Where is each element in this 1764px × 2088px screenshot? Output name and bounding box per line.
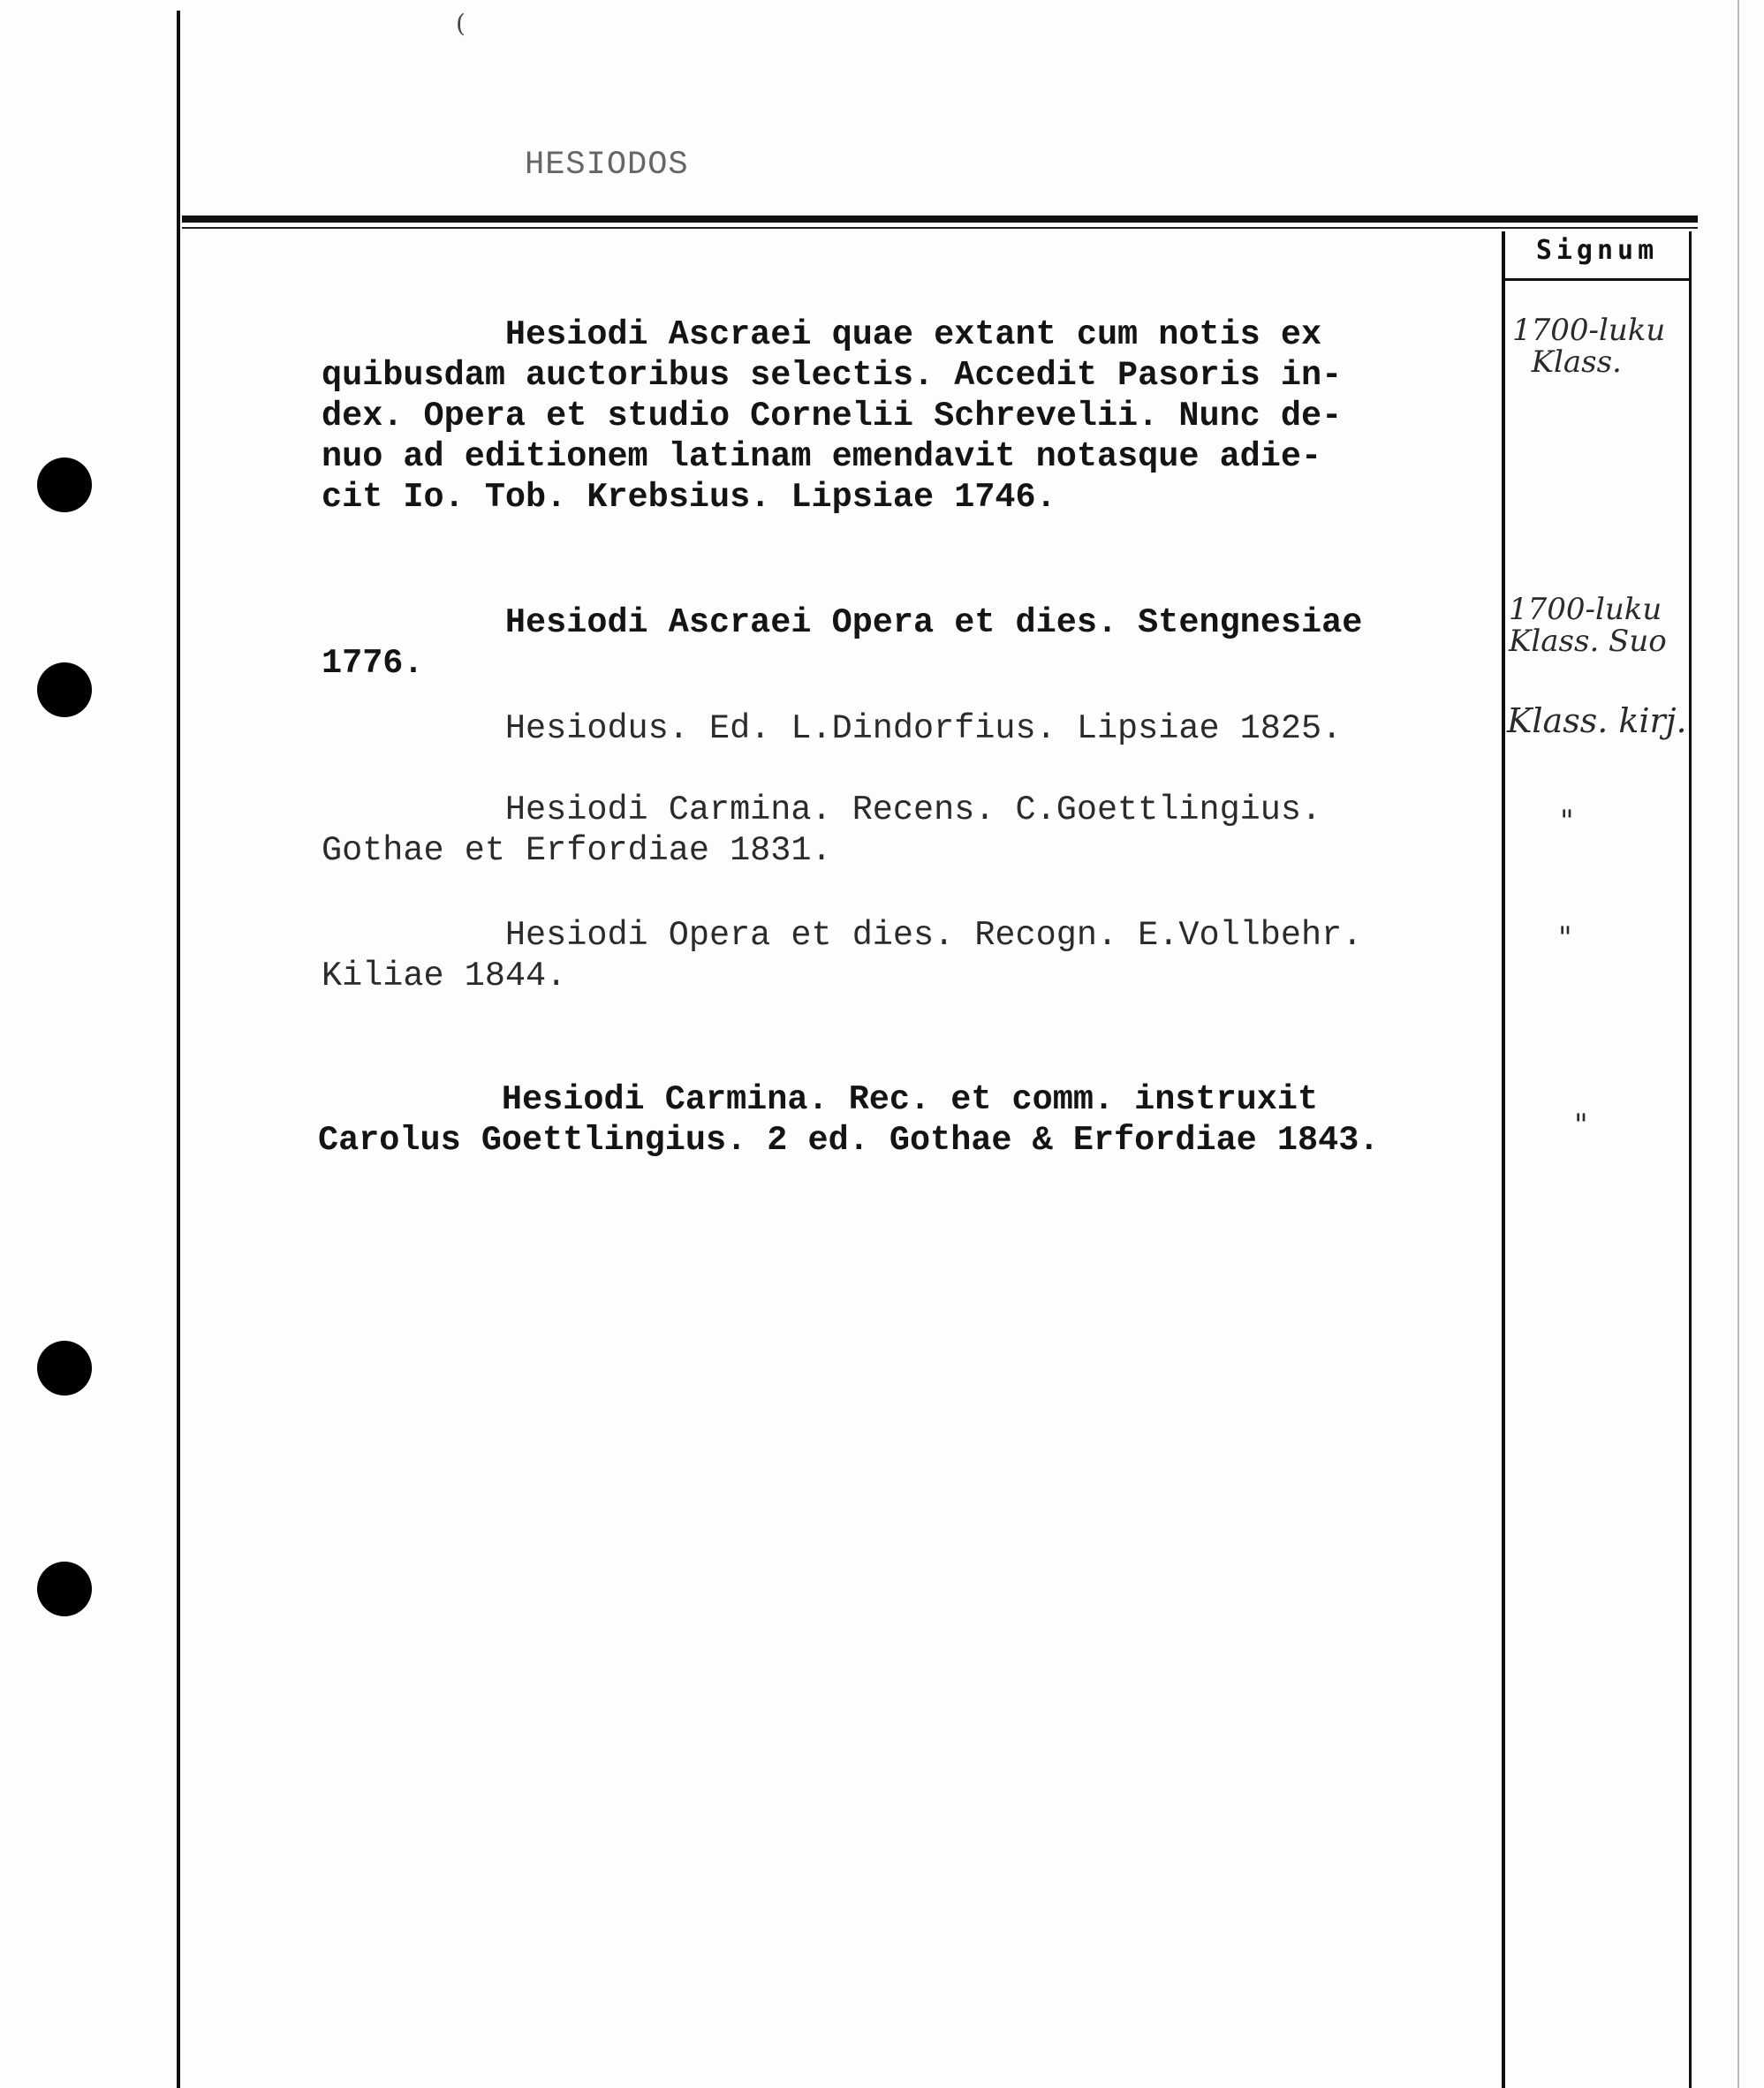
corner-mark: ( <box>456 9 466 38</box>
signum-handwritten-note: 1700-luku Klass. <box>1512 313 1666 380</box>
catalog-entry: Hesiodi Ascraei Opera et dies. Stengnesiae 1776. <box>322 603 1363 683</box>
catalog-entry: Hesiodi Opera et dies. Recogn. E.Vollbehr. Kiliae 1844. <box>322 916 1363 995</box>
left-margin-line <box>177 11 180 2088</box>
signum-handwritten-note: Klass. kirj. <box>1507 701 1687 740</box>
punch-hole <box>37 662 92 717</box>
punch-hole <box>37 458 92 512</box>
signum-column-label: Signum <box>1535 235 1659 266</box>
signum-header-underline <box>1505 278 1689 281</box>
catalog-entry: Hesiodi Ascraei quae extant cum notis ex quibusdam auctoribus selectis. Accedit Pasoris in- dex. Opera et studio Cornelii Schrevelii. Nunc de- nuo ad editionem latinam emendavit notasque adie- cit Io. Tob. Krebsius. Lipsiae 1746. <box>322 315 1343 517</box>
catalog-entry: Hesiodi Carmina. Rec. et comm. instruxit Carolus Goettlingius. 2 ed. Gothae & Erfordiae 1843. <box>318 1080 1380 1160</box>
card-edge <box>1738 0 1739 2088</box>
catalog-entry: Hesiodi Carmina. Recens. C.Goettlingius. Gothae et Erfordiae 1831. <box>322 791 1322 870</box>
signum-handwritten-note: 1700-luku Klass. Suo <box>1509 592 1667 659</box>
header-rule <box>182 216 1698 223</box>
signum-column-border <box>1502 231 1505 2088</box>
signum-column-border <box>1689 231 1692 2088</box>
header-rule-thin <box>182 227 1698 229</box>
card-heading: HESIODOS <box>525 147 689 184</box>
punch-hole <box>37 1562 92 1616</box>
catalog-entry: Hesiodus. Ed. L.Dindorfius. Lipsiae 1825. <box>322 709 1343 748</box>
punch-hole <box>37 1341 92 1396</box>
signum-ditto-mark: " <box>1558 920 1572 956</box>
signum-ditto-mark: " <box>1574 1108 1588 1143</box>
signum-ditto-mark: " <box>1560 804 1574 839</box>
